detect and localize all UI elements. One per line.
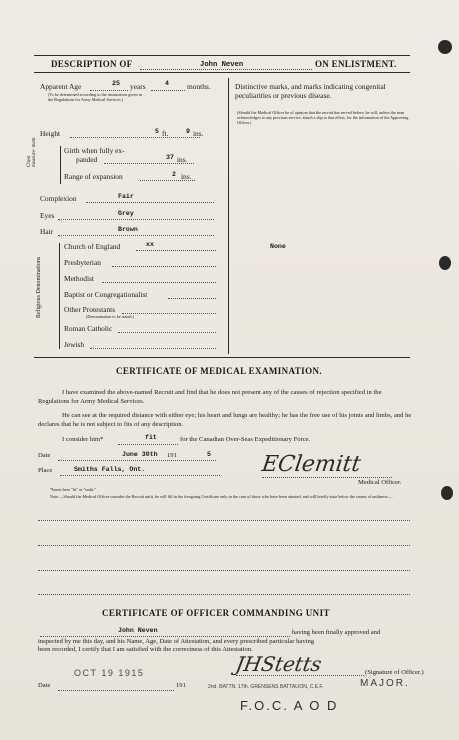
chest-range-value: 2 [172, 171, 176, 178]
officer-line1-suffix: having been finally approved and [292, 629, 381, 636]
chest-girth-label-1: Girth when fully ex- [64, 146, 125, 155]
religion-side-label: Religious Denominations [36, 256, 42, 318]
chest-side-label: Chest measure- ment [27, 137, 37, 167]
religion-item-5-line [118, 332, 216, 333]
officer-date-label: Date [38, 682, 51, 689]
age-years-value: 25 [112, 80, 120, 87]
header-top-rule [34, 55, 410, 56]
unfitness-line-4 [38, 594, 410, 595]
medical-consider-line [118, 444, 178, 445]
height-inches-value: 9 [186, 128, 190, 135]
age-months-value: 4 [165, 80, 169, 87]
header-title: DESCRIPTION OF [51, 59, 133, 69]
religion-item-1-line [112, 266, 216, 267]
hair-value: Brown [118, 226, 138, 233]
religion-item-4-line [122, 313, 216, 314]
medical-consider-suffix: for the Canadian Over-Seas Expeditionary Force. [180, 436, 311, 443]
hair-line [58, 235, 214, 236]
religion-item-4-label: Other Protestants [64, 305, 116, 314]
officer-date-line [58, 690, 174, 691]
medical-date-value: June 30th [122, 451, 158, 458]
medical-consider-value: fit [145, 434, 157, 441]
header-bottom-rule [34, 72, 410, 73]
medical-date-year: 191 [167, 452, 177, 459]
officer-sig-label: (Signature of Officer.) [365, 669, 424, 676]
medical-date-label: Date [38, 452, 51, 459]
distinctive-note: (Should the Medical Officer be of opinion that the recruit has served before, he will, unless the man acknowledges to any previous service, attach a slip to that effect, for the information of the Approving Officer.) [237, 110, 409, 125]
medical-footnote-star: *Insert here "fit" or "unfit." [50, 487, 97, 492]
chest-range-unit: ins. [181, 172, 192, 181]
height-line [70, 137, 200, 138]
column-divider [228, 78, 229, 354]
punch-hole-top [438, 40, 452, 54]
officer-recruit-name: John Neven [118, 627, 158, 634]
officer-name-line [40, 636, 290, 637]
officer-date-year: 191 [176, 682, 186, 689]
unfitness-line-3 [38, 570, 410, 571]
complexion-value: Fair [118, 193, 134, 200]
medical-para1: I have examined the above-named Recruit and find that he does not present any of the causes of rejection specified in the Regulations for Army Medical Services. [38, 389, 382, 405]
unfitness-line-1 [38, 520, 410, 521]
height-inches-unit: ins. [193, 129, 204, 138]
complexion-label: Complexion [40, 194, 77, 203]
medical-place-value: Smiths Falls, Ont. [74, 466, 146, 473]
medical-signature-line [262, 477, 392, 478]
medical-consider-prefix: I consider him* [62, 436, 104, 443]
medical-title: CERTIFICATE OF MEDICAL EXAMINATION. [116, 366, 323, 376]
religion-item-1-label: Presbyterian [64, 258, 101, 267]
religion-item-0-line [136, 250, 216, 251]
age-months-line [151, 90, 185, 91]
officer-title: CERTIFICATE OF OFFICER COMMANDING UNIT [102, 608, 330, 618]
age-years-label: years [130, 82, 146, 91]
bottom-stamp: F.O.C. A O D [240, 698, 339, 713]
complexion-line [86, 202, 214, 203]
officer-signature: JHStetts [233, 652, 324, 676]
chest-bracket [60, 146, 61, 184]
religion-item-3-label: Baptist or Congregationalist [64, 290, 148, 299]
medical-footnote-note: Note.—Should the Medical Officer consider the Recruit unfit, he will fill in the foregoing Certificate only in the case of those who have been attested, and will briefly state below the causes of unfitness:— [50, 494, 393, 499]
medical-officer-signature: EClemitt [260, 452, 363, 477]
eyes-line [58, 219, 214, 220]
religion-item-2-line [102, 282, 216, 283]
height-feet-value: 5 [155, 128, 159, 135]
eyes-label: Eyes [40, 211, 55, 220]
religion-item-0-value: xx [146, 241, 154, 248]
eyes-value: Grey [118, 210, 134, 217]
unfitness-line-2 [38, 545, 410, 546]
officer-line2: inspected by me this day, and his Name, Age, Date of Attestation, and every prescribed particular having [38, 638, 315, 645]
age-label: Apparent Age [40, 82, 82, 91]
punch-hole-middle [439, 256, 451, 270]
age-years-line [90, 90, 128, 91]
medical-date-line [58, 460, 216, 461]
punch-hole-bottom [441, 486, 453, 500]
medical-place-label: Place [38, 467, 53, 474]
chest-girth-label-2: panded [76, 155, 98, 164]
religion-item-6-label: Jewish [64, 340, 85, 349]
distinctive-value: None [270, 243, 286, 250]
medical-date-year-suffix: 5 [207, 451, 211, 458]
officer-rank-stamp: MAJOR. [360, 678, 410, 689]
age-note: (To be determined according to the instructions given in the Regulations for Army Medical Services.) [48, 92, 142, 102]
header-name-line [140, 69, 312, 70]
chest-girth-value: 37 [166, 154, 174, 161]
religion-item-0-label: Church of England [64, 242, 121, 251]
religion-item-3-line [168, 298, 216, 299]
religion-item-2-label: Methodist [64, 274, 94, 283]
chest-girth-unit: ins. [177, 155, 188, 164]
officer-line3: been recorded, I certify that I am satisfied with the correctness of this Attestation. [38, 646, 253, 653]
officer-unit-stamp: 2nd. BATTN. 17th. GRENSENS BATTALION, C.E.F. [208, 684, 324, 690]
height-feet-unit: ft. [162, 129, 169, 138]
officer-signature-line [236, 675, 364, 676]
chest-range-label: Range of expansion [64, 172, 123, 181]
medical-signer-label: Medical Officer. [358, 479, 402, 486]
religion-other-note: (Denomination to be stated.) [86, 314, 134, 319]
religion-bracket [59, 243, 60, 349]
header-suffix: ON ENLISTMENT. [315, 59, 397, 69]
medical-para2: He can see at the required distance with either eye; his heart and lungs are healthy; he has the free use of his joints and limbs, and he declares that he is not subject to fits of any description. [38, 412, 412, 428]
religion-item-5-label: Roman Catholic [64, 324, 113, 333]
religion-item-6-line [90, 348, 216, 349]
height-label: Height [40, 129, 61, 138]
medical-separator [34, 357, 410, 358]
hair-label: Hair [40, 227, 54, 236]
distinctive-heading: Distinctive marks, and marks indicating congenital peculiarities or previous disease. [235, 82, 386, 100]
medical-place-line [60, 475, 220, 476]
age-months-label: months. [187, 82, 211, 91]
header-recruit-name: John Neven [200, 61, 244, 69]
officer-date-stamp: OCT 19 1915 [74, 668, 145, 678]
